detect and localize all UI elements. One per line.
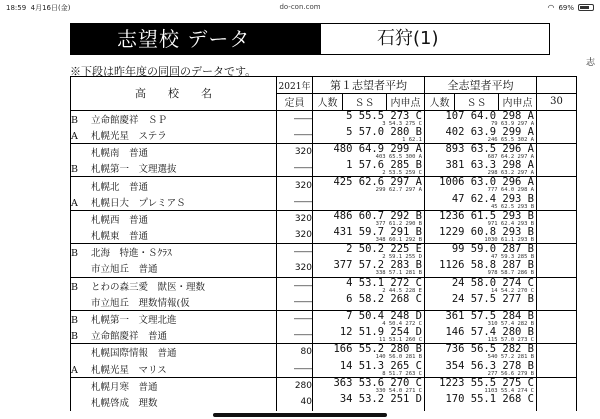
school-name-cell bbox=[71, 244, 277, 261]
first-choice-current: 4 53.1 272 C bbox=[346, 276, 422, 289]
capacity-cell: 320 bbox=[277, 227, 313, 244]
school-name: 札幌国際情報 普通 bbox=[91, 348, 177, 360]
rank-tag: A bbox=[71, 130, 78, 142]
capacity-cell: ―― bbox=[277, 160, 313, 177]
status-time-date: 18:59 4月16日(金) bbox=[6, 4, 71, 12]
first-choice-prev: 299 62.7 297 A bbox=[375, 187, 422, 194]
district-title: 石狩(1) bbox=[320, 23, 550, 55]
first-choice-cell bbox=[313, 361, 425, 378]
extra-cell bbox=[537, 127, 577, 144]
table-row bbox=[71, 277, 577, 294]
capacity-cell: 40 bbox=[277, 394, 313, 411]
all-choice-prev: 310 57.4 282 B bbox=[487, 320, 534, 327]
all-choice-prev: 298 63.2 297 A bbox=[487, 170, 534, 177]
header-ss-2: ＳＳ bbox=[455, 94, 499, 111]
first-choice-prev: 348 60.1 292 B bbox=[375, 237, 422, 243]
table-row bbox=[71, 344, 577, 361]
school-name-cell bbox=[71, 260, 277, 277]
extra-cell bbox=[537, 160, 577, 177]
all-choice-prev: 14 54.2 270 C bbox=[490, 287, 534, 294]
first-choice-prev: 4 50.4 272 C bbox=[382, 320, 422, 327]
first-choice-current: 5 57.0 280 B bbox=[346, 125, 422, 138]
page-title: 志望校 データ bbox=[70, 23, 320, 55]
all-choice-current: 402 63.9 299 A bbox=[445, 125, 534, 138]
all-choice-cell bbox=[425, 361, 537, 378]
all-choice-cell bbox=[425, 227, 537, 244]
first-choice-cell bbox=[313, 144, 425, 161]
first-choice-prev: 338 57.1 281 B bbox=[375, 270, 422, 277]
header-year: 2021年 bbox=[277, 77, 313, 94]
all-choice-prev: 79 63.9 297 A bbox=[490, 120, 534, 127]
header-pt-2: 内申点 bbox=[499, 94, 537, 111]
table-row bbox=[71, 394, 577, 411]
capacity-cell: ―― bbox=[277, 244, 313, 261]
capacity-cell: 320 bbox=[277, 210, 313, 227]
all-choice-cell bbox=[425, 277, 537, 294]
all-choice-prev: 45 62.5 293 B bbox=[490, 203, 534, 210]
first-choice-prev: 403 65.5 300 A bbox=[375, 154, 422, 161]
all-choice-current: 1126 58.8 287 B bbox=[439, 259, 534, 272]
capacity-cell: ―― bbox=[277, 361, 313, 378]
first-choice-cell bbox=[313, 127, 425, 144]
all-choice-cell bbox=[425, 244, 537, 261]
first-choice-cell bbox=[313, 344, 425, 361]
table-row bbox=[71, 144, 577, 161]
all-choice-prev: 47 59.3 285 B bbox=[490, 254, 534, 261]
capacity-cell: 280 bbox=[277, 377, 313, 394]
first-choice-prev: 8 51.7 263 C bbox=[382, 370, 422, 377]
first-choice-current: 363 53.6 270 C bbox=[333, 376, 422, 389]
header-pt-1: 内申点 bbox=[387, 94, 425, 111]
all-choice-current: 893 63.5 296 A bbox=[445, 143, 534, 156]
all-choice-current: 736 56.5 282 B bbox=[445, 343, 534, 356]
capacity-cell: ―― bbox=[277, 310, 313, 327]
school-name-cell bbox=[71, 361, 277, 378]
table-row bbox=[71, 327, 577, 344]
all-choice-cell bbox=[425, 294, 537, 311]
school-name-cell bbox=[71, 144, 277, 161]
all-choice-cell bbox=[425, 344, 537, 361]
table-row bbox=[71, 244, 577, 261]
extra-cell bbox=[537, 210, 577, 227]
table-row bbox=[71, 177, 577, 194]
all-choice-current: 354 56.3 278 B bbox=[445, 359, 534, 372]
footnote: ※下段は昨年度の同回のデータです。 bbox=[70, 65, 257, 78]
header-school: 高 校 名 bbox=[71, 77, 277, 111]
first-choice-cell bbox=[313, 160, 425, 177]
first-choice-cell bbox=[313, 177, 425, 194]
capacity-cell: 80 bbox=[277, 344, 313, 361]
first-choice-prev: 2 44.5 228 E bbox=[382, 287, 422, 294]
school-name-cell bbox=[71, 194, 277, 211]
all-choice-current: 24 57.5 277 B bbox=[451, 292, 534, 305]
all-choice-current: 1223 55.5 275 C bbox=[439, 376, 534, 389]
extra-cell bbox=[537, 361, 577, 378]
school-data-table bbox=[70, 76, 577, 411]
all-choice-current: 1006 63.0 296 A bbox=[439, 176, 534, 189]
school-name-cell bbox=[71, 277, 277, 294]
extra-cell bbox=[537, 294, 577, 311]
all-choice-cell bbox=[425, 210, 537, 227]
first-choice-current: 486 60.7 292 B bbox=[333, 209, 422, 222]
all-choice-cell bbox=[425, 127, 537, 144]
first-choice-prev: 3 54.3 275 C bbox=[382, 120, 422, 127]
all-choice-cell bbox=[425, 144, 537, 161]
header-ss-1: ＳＳ bbox=[343, 94, 387, 111]
school-name: 市立旭丘 普通 bbox=[91, 264, 158, 276]
school-name-cell bbox=[71, 310, 277, 327]
all-choice-prev: 971 62.4 293 B bbox=[487, 220, 534, 227]
first-choice-current: 34 53.2 251 D bbox=[339, 392, 422, 405]
all-choice-cell bbox=[425, 260, 537, 277]
all-choice-prev: 115 57.0 273 C bbox=[487, 337, 534, 344]
school-name-cell bbox=[71, 344, 277, 361]
table-row bbox=[71, 127, 577, 144]
first-choice-current: 166 55.2 280 B bbox=[333, 343, 422, 356]
all-choice-prev: 277 56.6 279 B bbox=[487, 370, 534, 377]
capacity-cell: 320 bbox=[277, 260, 313, 277]
rank-tag: B bbox=[71, 315, 78, 327]
school-name: 札幌西 普通 bbox=[91, 214, 149, 226]
first-choice-cell bbox=[313, 110, 425, 127]
school-name-cell bbox=[71, 377, 277, 394]
capacity-cell: 320 bbox=[277, 177, 313, 194]
all-choice-current: 361 57.5 284 B bbox=[445, 309, 534, 322]
school-name: 立命館慶祥 ＳＰ bbox=[91, 114, 168, 126]
first-choice-prev: 2 59.1 255 D bbox=[382, 254, 422, 261]
school-name: 札幌光星 マリス bbox=[91, 364, 167, 376]
all-choice-prev: 1030 61.1 293 B bbox=[484, 237, 534, 243]
extra-cell bbox=[537, 377, 577, 394]
all-choice-prev: 540 57.2 281 B bbox=[487, 354, 534, 361]
first-choice-current: 2 50.2 225 E bbox=[346, 243, 422, 256]
extra-cell bbox=[537, 244, 577, 261]
first-choice-current: 6 58.2 268 C bbox=[346, 292, 422, 305]
school-name-cell bbox=[71, 294, 277, 311]
table-row bbox=[71, 377, 577, 394]
first-choice-current: 377 57.2 283 B bbox=[333, 259, 422, 272]
school-name: 市立旭丘 理数情報(仮 bbox=[91, 297, 190, 309]
school-name-cell bbox=[71, 127, 277, 144]
first-choice-current: 7 50.4 248 D bbox=[346, 309, 422, 322]
extra-cell bbox=[537, 194, 577, 211]
table-row bbox=[71, 210, 577, 227]
header-extra bbox=[537, 77, 577, 94]
all-choice-prev: 978 58.7 286 B bbox=[487, 270, 534, 277]
school-name-cell bbox=[71, 394, 277, 411]
first-choice-cell bbox=[313, 327, 425, 344]
first-choice-prev: 2 53.5 259 C bbox=[382, 170, 422, 177]
extra-cell bbox=[537, 177, 577, 194]
capacity-cell: ―― bbox=[277, 127, 313, 144]
battery-percent: 69% bbox=[558, 3, 574, 12]
capacity-cell: ―― bbox=[277, 277, 313, 294]
extra-cell bbox=[537, 277, 577, 294]
extra-cell bbox=[537, 327, 577, 344]
rank-tag: A bbox=[71, 197, 78, 209]
first-choice-cell bbox=[313, 227, 425, 244]
header-n-2: 人数 bbox=[425, 94, 455, 111]
rank-tag: B bbox=[71, 164, 78, 176]
table-row bbox=[71, 110, 577, 127]
school-name: 札幌南 普通 bbox=[91, 148, 149, 160]
header-n-1: 人数 bbox=[313, 94, 343, 111]
school-name: 北海 特進・Ｓｸﾗｽ bbox=[91, 248, 172, 260]
all-choice-prev: 246 65.5 302 A bbox=[487, 136, 534, 143]
capacity-cell: 320 bbox=[277, 144, 313, 161]
url-label[interactable]: do-con.com bbox=[279, 3, 321, 11]
all-choice-cell bbox=[425, 110, 537, 127]
all-choice-current: 99 59.0 287 B bbox=[451, 243, 534, 256]
edge-fragment: 志 bbox=[586, 58, 596, 68]
all-choice-prev: 687 64.2 297 A bbox=[487, 154, 534, 161]
capacity-cell: ―― bbox=[277, 327, 313, 344]
school-name: とわの森三愛 獣医・理数 bbox=[91, 281, 206, 293]
school-name-cell bbox=[71, 210, 277, 227]
school-name-cell bbox=[71, 110, 277, 127]
all-choice-cell bbox=[425, 194, 537, 211]
school-name: 札幌月寒 普通 bbox=[91, 381, 158, 393]
status-bar bbox=[0, 0, 600, 16]
first-choice-current: 425 62.6 297 A bbox=[333, 176, 422, 189]
all-choice-cell bbox=[425, 310, 537, 327]
table-row bbox=[71, 194, 577, 211]
table-row bbox=[71, 294, 577, 311]
first-choice-cell bbox=[313, 294, 425, 311]
school-name-cell bbox=[71, 160, 277, 177]
extra-cell bbox=[537, 394, 577, 411]
rank-tag: B bbox=[71, 114, 78, 126]
all-choice-current: 107 64.0 298 A bbox=[445, 109, 534, 122]
first-choice-current: 5 55.5 273 C bbox=[346, 109, 422, 122]
all-choice-current: 47 62.4 293 B bbox=[451, 192, 534, 205]
header-col-30: 30 bbox=[537, 94, 577, 111]
first-choice-current: 480 64.9 299 A bbox=[333, 143, 422, 156]
first-choice-cell bbox=[313, 377, 425, 394]
first-choice-current: 14 51.3 265 C bbox=[339, 359, 422, 372]
rank-tag: B bbox=[71, 331, 78, 343]
school-name: 札幌光星 ステラ bbox=[91, 130, 167, 142]
extra-cell bbox=[537, 227, 577, 244]
all-choice-prev: 777 64.0 298 A bbox=[487, 187, 534, 194]
first-choice-prev: 11 53.1 260 C bbox=[378, 337, 422, 344]
school-name: 札幌日大 プレミアＳ bbox=[91, 197, 186, 209]
capacity-cell: ―― bbox=[277, 110, 313, 127]
first-choice-cell bbox=[313, 194, 425, 211]
school-name: 札幌北 普通 bbox=[91, 181, 149, 193]
school-name: 札幌啓成 理数 bbox=[91, 398, 158, 410]
first-choice-cell bbox=[313, 277, 425, 294]
first-choice-current: 1 57.6 285 B bbox=[346, 159, 422, 172]
first-choice-cell bbox=[313, 210, 425, 227]
all-choice-prev: 1103 55.4 274 C bbox=[484, 387, 534, 394]
all-choice-current: 1229 60.8 293 B bbox=[439, 226, 534, 238]
first-choice-current: 12 51.9 254 D bbox=[339, 326, 422, 339]
table-row bbox=[71, 227, 577, 244]
rank-tag: B bbox=[71, 281, 78, 293]
school-name: 札幌第一 文理選抜 bbox=[91, 164, 177, 176]
school-name-cell bbox=[71, 177, 277, 194]
extra-cell bbox=[537, 144, 577, 161]
all-choice-current: 24 58.0 274 C bbox=[451, 276, 534, 289]
header-all-choice: 全志望者平均 bbox=[425, 77, 537, 94]
all-choice-cell bbox=[425, 327, 537, 344]
extra-cell bbox=[537, 310, 577, 327]
school-name-cell bbox=[71, 227, 277, 244]
table-row bbox=[71, 260, 577, 277]
status-right bbox=[547, 3, 594, 12]
capacity-cell: ―― bbox=[277, 194, 313, 211]
first-choice-prev: 1 62.1 bbox=[402, 136, 422, 143]
extra-cell bbox=[537, 344, 577, 361]
first-choice-cell bbox=[313, 244, 425, 261]
school-name: 立命館慶祥 普通 bbox=[91, 331, 168, 343]
battery-icon bbox=[578, 4, 594, 11]
all-choice-current: 146 57.4 280 B bbox=[445, 326, 534, 339]
table-row bbox=[71, 310, 577, 327]
capacity-cell: ―― bbox=[277, 294, 313, 311]
school-name-cell bbox=[71, 327, 277, 344]
table-row bbox=[71, 361, 577, 378]
all-choice-cell bbox=[425, 377, 537, 394]
rank-tag: B bbox=[71, 248, 78, 260]
first-choice-cell bbox=[313, 394, 425, 411]
first-choice-cell bbox=[313, 310, 425, 327]
all-choice-current: 381 63.3 298 A bbox=[445, 159, 534, 172]
extra-cell bbox=[537, 110, 577, 127]
all-choice-cell bbox=[425, 160, 537, 177]
header-first-choice: 第１志望者平均 bbox=[313, 77, 425, 94]
first-choice-prev: 140 56.0 281 B bbox=[375, 354, 422, 361]
all-choice-cell bbox=[425, 394, 537, 411]
header-capacity: 定員 bbox=[277, 94, 313, 111]
first-choice-prev: 330 54.0 271 C bbox=[375, 387, 422, 394]
table-row bbox=[71, 160, 577, 177]
extra-cell bbox=[537, 260, 577, 277]
all-choice-current: 170 55.1 268 C bbox=[445, 392, 534, 405]
first-choice-prev: 377 61.2 290 B bbox=[375, 220, 422, 227]
rank-tag: A bbox=[71, 364, 78, 376]
all-choice-current: 1236 61.5 293 B bbox=[439, 209, 534, 222]
wifi-icon: ◠ bbox=[547, 3, 555, 12]
first-choice-cell bbox=[313, 260, 425, 277]
school-name: 札幌東 普通 bbox=[91, 231, 149, 243]
first-choice-current: 431 59.7 291 B bbox=[333, 226, 422, 238]
all-choice-cell bbox=[425, 177, 537, 194]
home-indicator[interactable] bbox=[213, 413, 387, 417]
school-name: 札幌第一 文理北進 bbox=[91, 315, 177, 327]
